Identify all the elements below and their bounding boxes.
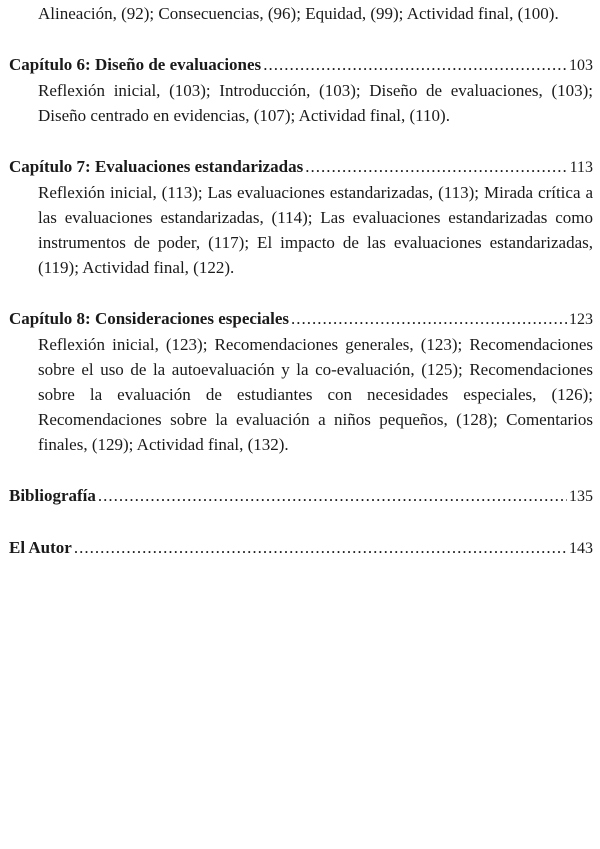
dot-leader	[263, 52, 567, 77]
toc-entry-author[interactable]	[9, 535, 593, 561]
toc-entry-heading	[9, 535, 593, 561]
dot-leader	[291, 306, 567, 331]
dot-leader	[305, 154, 567, 179]
toc-entry-title: Capítulo 7: Evaluaciones estandarizadas	[9, 157, 304, 176]
toc-page-number: 135	[569, 488, 593, 505]
table-of-contents	[9, 0, 593, 561]
toc-page-number: 113	[569, 159, 593, 176]
toc-entry-heading	[9, 306, 593, 332]
toc-page-number: 143	[569, 540, 593, 557]
toc-entry-chapter-6[interactable]	[9, 52, 593, 128]
toc-entry-title: Capítulo 6: Diseño de evaluaciones	[9, 55, 262, 74]
toc-entry-heading	[9, 483, 593, 509]
toc-entry-title: El Autor	[9, 538, 72, 557]
toc-entry-title: Capítulo 8: Consideraciones especiales	[9, 309, 290, 328]
toc-entry-chapter-8[interactable]	[9, 306, 593, 457]
toc-entry-bibliography[interactable]	[9, 483, 593, 509]
toc-entry-heading	[9, 154, 593, 180]
toc-continuation-text: Alineación, (92); Consecuencias, (96); Equidad, (99); Actividad final, (100).	[38, 4, 559, 23]
toc-entry-subtopics: Reflexión inicial, (123); Recomendaciones generales, (123); Recomendaciones sobre el uso de la autoevaluación y la co-evaluación, (125); Recomendaciones sobre la evaluación de estudiantes con necesidades especiales, (126); Recomendaciones sobre la evaluación a niños pequeños, (128); Comentarios finales, (129); Actividad final, (132).	[38, 335, 593, 454]
toc-entry-chapter-7[interactable]	[9, 154, 593, 280]
toc-entry-heading	[9, 52, 593, 78]
toc-entry-subtopics: Reflexión inicial, (113); Las evaluaciones estandarizadas, (113); Mirada crítica a las evaluaciones estandarizadas, (114); Las evaluaciones estandarizadas como instrumentos de poder, (117); El impacto de las evaluaciones estandarizadas, (119); Actividad final, (122).	[38, 183, 593, 277]
dot-leader	[98, 483, 567, 508]
toc-page-number: 123	[569, 311, 593, 328]
dot-leader	[74, 535, 567, 560]
toc-entry-subtopics: Reflexión inicial, (103); Introducción, (103); Diseño de evaluaciones, (103); Diseño centrado en evidencias, (107); Actividad final, (110).	[38, 81, 593, 125]
toc-entry-title: Bibliografía	[9, 486, 96, 505]
toc-page-number: 103	[569, 57, 593, 74]
